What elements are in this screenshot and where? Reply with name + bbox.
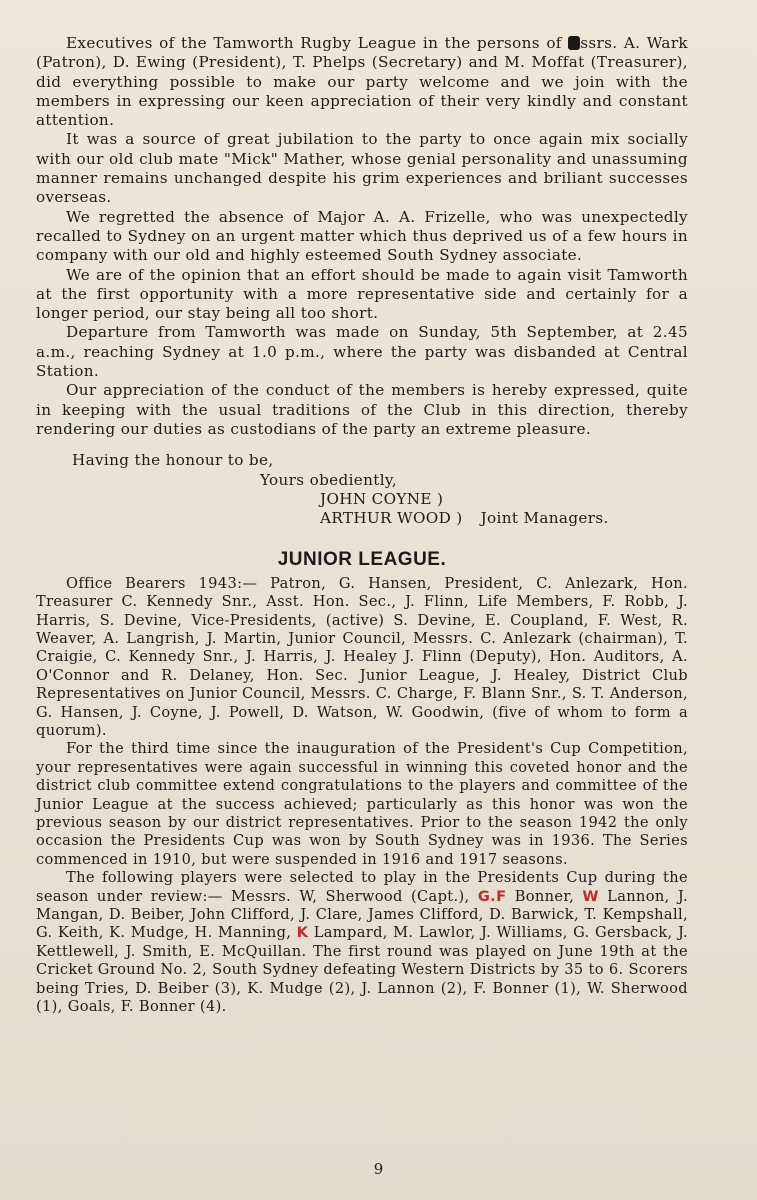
handwritten-mark: W (582, 887, 599, 905)
signature-coyne (36, 490, 688, 509)
closing-block (36, 451, 688, 528)
paragraph-office-bearers: Office Bearers 1943:— Patron, G. Hansen, President, C. Anlezark, Hon. Treasurer C. Kennedy Snr., Asst. Hon. Sec., J. Flinn, Life Members, F. Robb, J. Harris, S. Devine, Vice-Presidents, (active) S. Devine, E. Coupland, F. West, R. Weaver, A. Langrish, J. Martin, Junior Council, Messrs. C. Anlezark (chairman), T. Craigie, C. Kennedy Snr., J. Harris, J. Healey J. Flinn (Deputy), Hon. Auditors, A. O'Connor and R. Delaney, Hon. Sec. Junior League, J. Healey, District Club Representatives on Junior Council, Messrs. C. Charge, F. Blann Snr., S. T. Anderson, G. Hansen, J. Coyne, J. Powell, D. Watson, W. Goodwin, (five of whom to form a quorum). (36, 574, 688, 739)
paragraph-executives (36, 34, 688, 130)
paragraph-opinion: We are of the opinion that an effort should be made to again visit Tamworth at the first opportunity with a more representative side and certainly for a longer period, our stay being all too short. (36, 265, 688, 323)
handwritten-mark: K (296, 924, 309, 942)
closing-salutation: Yours obediently, (260, 470, 398, 489)
handwritten-mark: G.F (477, 887, 507, 905)
ink-blot-text (568, 34, 617, 52)
closing-line: Having the honour to be, (72, 451, 274, 470)
signature-name: ARTHUR WOOD ) (320, 509, 463, 528)
blot-suffix: ssrs. (580, 34, 618, 52)
paragraph-frizelle: We regretted the absence of Major A. A. Frizelle, who was unexpectedly recalled to Sydney on an urgent matter which thus deprived us of a few hours in company with our old and highly esteemed South Sydney associate. (36, 207, 688, 265)
signature-name: JOHN COYNE ) (320, 489, 444, 508)
players-text: The following players were selected to play in the Presidents Cup during the season under review:— Messrs. W, Sherwood (Capt.), (36, 869, 688, 905)
paragraph-departure: Departure from Tamworth was made on Sunday, 5th September, at 2.45 a.m., reaching Sydney at 1.0 p.m., where the party was disbanded at Central Station. (36, 323, 688, 381)
players-text: Lampard, M. Lawlor, J. Williams, G. Gersback, J. Kettlewell, J. Smith, E. McQuillan. The first round was played on June 19th at the Cricket Ground No. 2, South Sydney defeating Western Districts by 35 to 6. Scorers being Tries, D. Beiber (3), K. Mudge (2), J. Lannon (2), F. Bonner (1), W. Sherwood (1), Goals, F. Bonner (4). (36, 924, 688, 1016)
body-text (36, 34, 688, 1016)
paragraph-players (36, 869, 688, 1016)
paragraph-text-cont: A. Wark (Patron), D. Ewing (President), T. Phelps (Secretary) and M. Moffat (Treasurer), did everything possible to make our party welcome and we join with the members in expressing our keen appreciation of their very kindly and constant attention. (36, 34, 688, 130)
section-heading: JUNIOR LEAGUE. (277, 549, 447, 571)
junior-league-section (36, 575, 688, 1017)
ink-blot (568, 36, 580, 50)
players-text: Bonner, (506, 887, 583, 905)
signature-wood (36, 509, 688, 528)
players-text: Lannon, J. Mangan, D. Beiber, John Clifford, J. Clare, James Clifford, D. Barwick, T. Kempshall, G. Keith, K. Mudge, H. Manning, (36, 887, 688, 942)
signature-role: Joint Managers. (480, 509, 609, 528)
paragraph-text: Executives of the Tamworth Rugby League in the persons of (66, 34, 562, 52)
paragraph-mather: It was a source of great jubilation to the party to once again mix socially with our old club mate "Mick" Mather, whose genial personality and unassuming manner remains unchanged despite his grim experiences and briliant successes overseas. (36, 130, 688, 207)
page-number: 9 (373, 1160, 384, 1178)
paragraph-presidents-cup: For the third time since the inauguration of the President's Cup Competition, your representatives were again successful in winning this coveted honor and the district club committee extend congratulations to the players and committee of the Junior League at the success achieved; particularly as this honor was won the previous season by our district representatives. Prior to the season 1942 the only occasion the Presidents Cup was won by South Sydney was in 1936. The Series commenced in 1910, but were suspended in 1916 and 1917 seasons. (36, 740, 688, 868)
paragraph-appreciation: Our appreciation of the conduct of the members is hereby expressed, quite in keeping with the usual traditions of the Club in this direction, thereby rendering our duties as custodians of the party an extreme pleasure. (36, 381, 688, 438)
